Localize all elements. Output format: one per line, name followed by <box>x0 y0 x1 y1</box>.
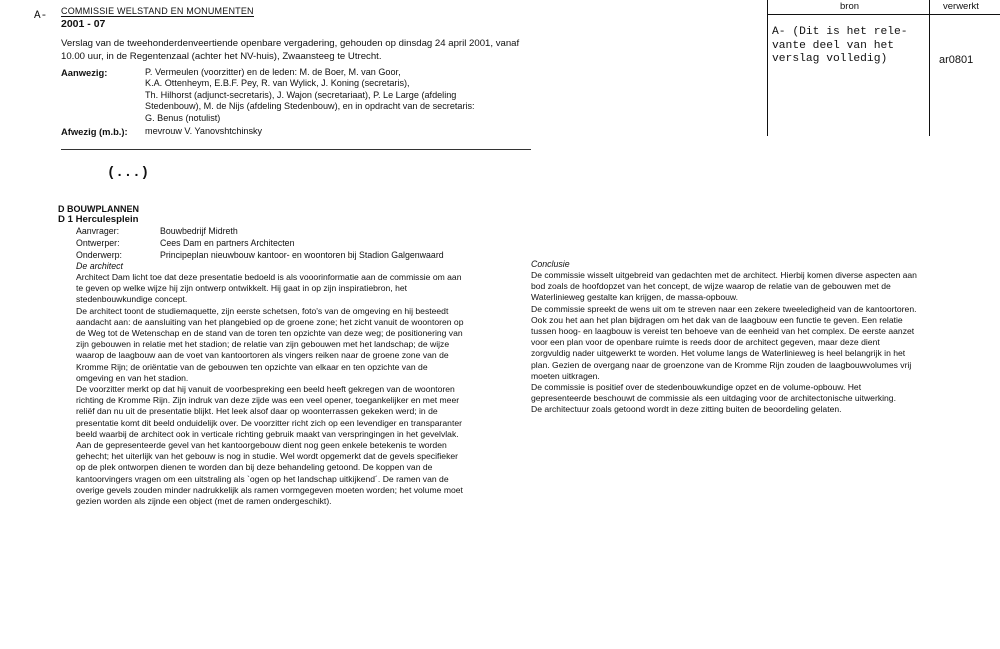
report-number: 2001 - 07 <box>61 18 106 30</box>
divider <box>61 149 531 150</box>
absent-label: Afwezig (m.b.): <box>61 126 128 137</box>
text-line: De architectuur zoals getoond wordt in deze zitting buiten de beoordeling gelaten. <box>531 404 842 415</box>
text-line: zijn gebouwen in relatie met het stadion; de relatie van zijn gebouwen met het landschap; de wijze <box>76 339 450 350</box>
text-line: tussen hoog- en laagbouw is vereist ten behoeve van de eenheid van het complex. De eerste aanzet <box>531 326 915 337</box>
present-label: Aanwezig: <box>61 67 108 78</box>
text-line: kantoorvingers vragen om een uitstraling als `ogen op het landschap uitkijkend´. De ramen van de <box>76 473 449 484</box>
present-line: P. Vermeulen (voorzitter) en de leden: M. de Boer, M. van Goor, <box>145 67 401 77</box>
text-line: aandacht aan: de aansluiting van het plangebied op de groene zone; het zicht vanuit de woontoren op <box>76 316 464 327</box>
text-line: omgeving en van het stadion. <box>76 372 189 383</box>
stamp-col-source: bron <box>840 1 860 12</box>
stamp-column-divider <box>929 0 930 136</box>
text-line: moeten uitkragen. <box>531 370 600 381</box>
conclusion-heading: Conclusie <box>531 259 570 269</box>
architect-heading: De architect <box>76 261 123 271</box>
intro-text: Verslag van de tweehonderdenveertiende openbare vergadering, gehouden op dinsdag 24 april 2001, vanaf 10.00 uur, in de Regentenzaal (achter het NV-huis), Zwaansteeg te Utrecht. <box>61 38 520 62</box>
absent-value: mevrouw V. Yanovshtchinsky <box>145 126 263 136</box>
architect-discussion <box>76 272 531 507</box>
text-line: bod zoals de hoofdopzet van het concept, de wijze waarop de relatie van de gebouwen met de <box>531 281 891 292</box>
stamp-header-line <box>767 14 1000 15</box>
organization-title: COMMISSIE WELSTAND EN MONUMENTEN <box>61 6 254 16</box>
designer-value: Cees Dam en partners Architecten <box>160 238 295 248</box>
text-line: De commissie wisselt uitgebreid van gedachten met de architect. Hierbij komen diverse aspecten aan <box>531 270 917 280</box>
text-line: Ook zou het aan het plan bijdragen om het dak van de laagbouw een functie te geven. Een relatie <box>531 314 903 325</box>
archive-code: ar0801 <box>939 54 974 66</box>
text-line: reliëf dan nu uit de presentatie blijkt. Het leek alsof daar op woonterrassen gekeken werd; in de <box>76 406 438 417</box>
text-line: presentatie komt dit beeld onduidelijk over. De voorzitter richt zich op een levendiger en transparanter <box>76 417 462 428</box>
present-line: G. Benus (notulist) <box>145 112 221 123</box>
text-line: Aan de gepresenteerde gevel van het kantoorgebouw dient nog geen enkele betekenis te worden <box>76 440 447 451</box>
omission-mark: (...) <box>107 165 150 181</box>
present-line: K.A. Ottenheym, E.B.F. Pey, R. van Wylick, J. Koning (secretaris), <box>145 78 410 89</box>
text-line: gehecht; het uiterlijk van het gebouw is nog in studie. Wel wordt opgemerkt dat de gevels specifieker <box>76 451 459 462</box>
text-line: De voorzitter merkt op dat hij vanuit de voorbespreking een beeld heeft gekregen van de woontoren <box>76 384 455 395</box>
subject-value: Principeplan nieuwbouw kantoor- en woontoren bij Stadion Galgenwaard <box>160 250 444 260</box>
text-line: voor een plan voor de openbare ruimte is reeds door de architect gegeven, maar deze dient <box>531 337 880 348</box>
text-line: de Weg tot de Wetenschap en de stand van de toren ten opzichte van deze weg; de positionering van <box>76 328 463 339</box>
section-heading: D BOUWPLANNEN <box>58 204 139 214</box>
text-line: Kromme Rijn; de oriëntatie van de gebouwen ten opzichte van elkaar en ten opzichte van de <box>76 361 428 372</box>
margin-mark: A- <box>34 10 48 22</box>
stamp-note: A- (Dit is het rele- vante deel van het verslag volledig) <box>772 26 908 66</box>
text-line: De commissie is positief over de stedenbouwkundige opzet en de volume-opbouw. Het <box>531 382 862 393</box>
stamp-col-processed: verwerkt <box>943 1 979 12</box>
text-line: Waterlinieweg gestalte kan krijgen, de massa-opbouw. <box>531 292 738 303</box>
text-line: Architect Dam licht toe dat deze presentatie bedoeld is als vooorinformatie aan de commissie om aan <box>76 272 462 282</box>
present-line: Stedenbouw), M. de Nijs (afdeling Stedenbouw), en in opdracht van de secretaris: <box>145 101 475 112</box>
archive-stamp <box>767 0 1000 136</box>
subsection-heading: D 1 Herculesplein <box>58 214 139 225</box>
applicant-value: Bouwbedrijf Midreth <box>160 226 238 236</box>
text-line: richting de Kromme Rijn. Zijn indruk van deze zijde was een veel opener, toegankelijker en met meer <box>76 395 460 406</box>
conclusion-text <box>531 270 971 416</box>
designer-label: Ontwerper: <box>76 238 120 248</box>
present-line: Th. Hilhorst (adjunct-secretaris), J. Wajon (secretariaat), P. Le Large (afdeling <box>145 89 457 100</box>
subject-label: Onderwerp: <box>76 250 122 260</box>
text-line: zorgvuldig nader uitgewerkt te worden. Het volume langs de Waterlinieweg is heel belangrijk in het <box>531 348 906 359</box>
present-list <box>145 67 525 124</box>
text-line: op de plek ontworpen dienen te worden dan bij deze behandeling getoond. De koppen van de <box>76 462 433 473</box>
text-line: gezien worden als zijnde een object (met de ramen ondergeschikt). <box>76 496 332 507</box>
text-line: De architect toont de studiemaquette, zijn eerste schetsen, foto's van de omgeving en hij besteedt <box>76 305 449 316</box>
text-line: plan. Gezien de overgang naar de groenzone van de Kromme Rijn zouden de laagbouwvolumes vrij <box>531 359 912 370</box>
text-line: stedenbouwkundige concept. <box>76 294 188 305</box>
text-line: gepresenteerde beschouwt de commissie als een uitdaging voor de architectonische uitwerking. <box>531 393 896 404</box>
text-line: overige gevels zouden minder nadrukkelijk als ramen vormgegeven moeten worden; het volume moet <box>76 484 463 495</box>
text-line: De commissie spreekt de wens uit om te streven naar een zekere tweeledigheid van de kantoortoren. <box>531 303 917 314</box>
applicant-label: Aanvrager: <box>76 226 120 236</box>
text-line: te geven op welke wijze hij zijn ontwerp ontwikkelt. Hij gaat in op zijn inspiratiebron, het <box>76 283 408 294</box>
text-line: beeld waarbij de architect ook in verticale richting gebruik maakt van verspringingen in het gevelvlak. <box>76 428 459 439</box>
text-line: waarop de laagbouw aan de voet van kantoortoren als vingers reiken naar de groene zone van de <box>76 350 449 361</box>
